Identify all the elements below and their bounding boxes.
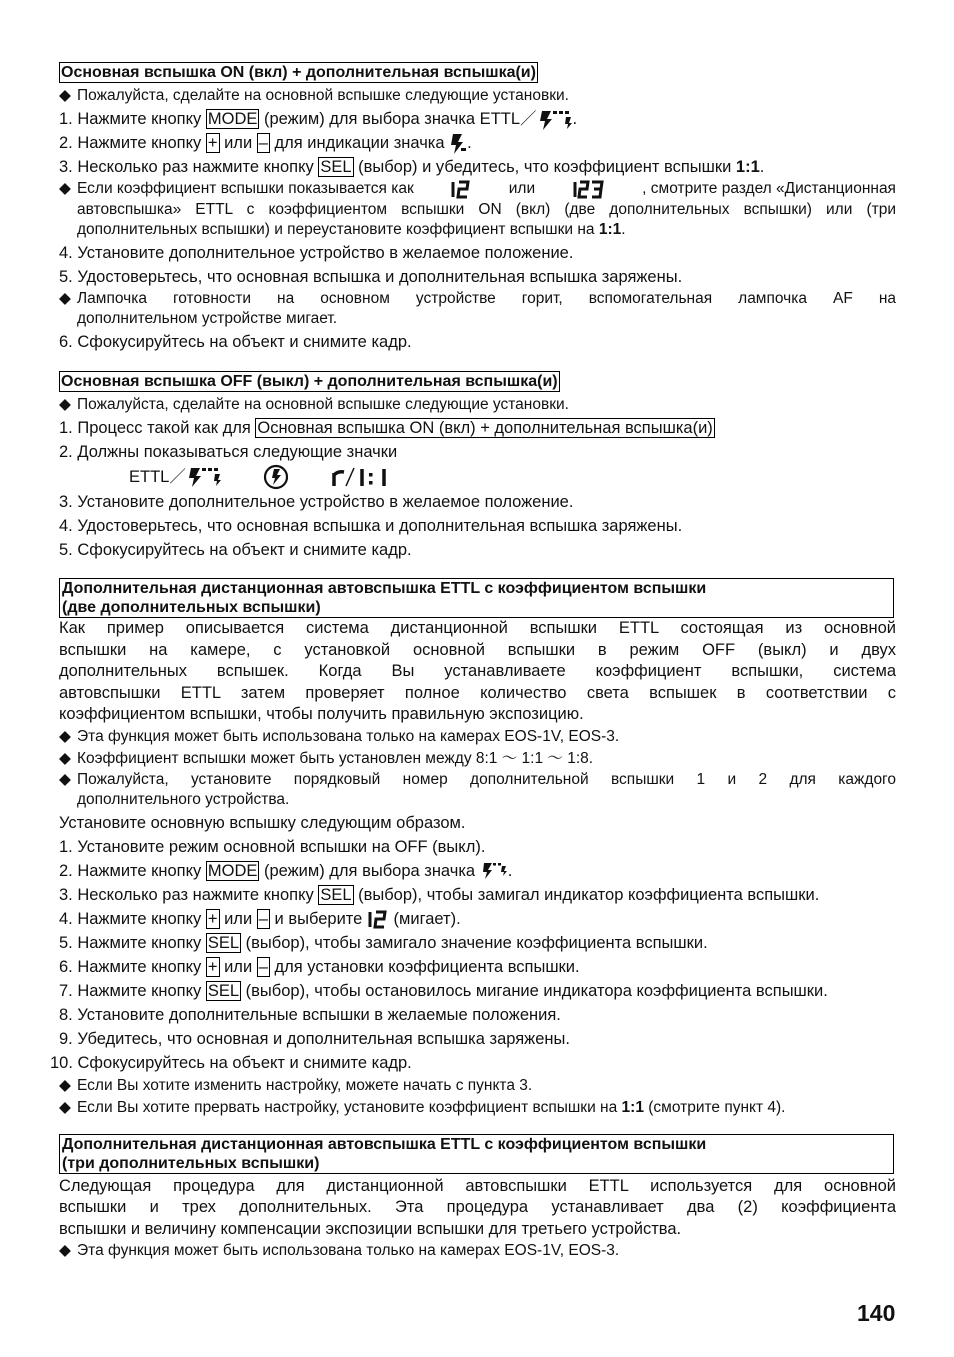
bullet-item: ◆ Пожалуйста, сделайте на основной вспышке следующие установки.: [59, 85, 896, 107]
bullet-item: ◆ Если коэффициент вспышки показывается как или , смотрите раздел «Дистанционная автовспышка» ETTL с коэффициентом вспышки ON (вкл) (две дополнительных вспышки) или (три дополнительных вспышки) и переустановите коэффициент вспышки на 1:1.: [59, 180, 896, 238]
step-item: 3. Установите дополнительное устройство в желаемое положение.: [59, 493, 574, 512]
diamond-bullet-icon: ◆: [59, 180, 71, 197]
flash-wireless-icon: [537, 109, 573, 131]
diamond-bullet-icon: ◆: [59, 727, 71, 745]
step-item: 1. Процесс такой как для Основная вспышка ON (вкл) + дополнительная вспышка(и): [59, 418, 713, 437]
step-item: 5. Удостоверьтесь, что основная вспышка и дополнительная вспышка заряжены.: [59, 267, 683, 286]
section-heading-master-off: Основная вспышка OFF (выкл) + дополнительная вспышка(и): [61, 372, 558, 390]
page-number: 140: [857, 1300, 896, 1326]
diamond-bullet-icon: ◆: [59, 749, 71, 767]
step-item: 5. Нажмите кнопку SEL (выбор), чтобы замигало значение коэффициента вспышки.: [59, 933, 708, 952]
step-item: 7. Нажмите кнопку SEL (выбор), чтобы остановилось мигание индикатора коэффициента вспышки.: [59, 981, 828, 1000]
step-item: 1. Нажмите кнопку MODE (режим) для выбора значка ETTL／ .: [59, 107, 896, 131]
bullet-item: ◆ Лампочка готовности на основном устройстве горит, вспомогательная лампочка AF на дополнительном устройстве мигает.: [59, 289, 896, 327]
section-reference-box: Основная вспышка ON (вкл) + дополнительная вспышка(и): [257, 418, 713, 437]
lcd-digits-icon: [367, 909, 389, 929]
flash-icon: [449, 133, 467, 155]
intro-paragraph: Как пример описывается система дистанционной вспышки ETTL состоящая из основной вспышки на камере, с установкой основной вспышки в режим OFF (выкл) и двух дополнительных вспышек. Когда Вы устанавливаете коэффициент вспышки, система автовспышки ETTL затем проверяет полное количество света вспышек в соответствии с коэффициентом вспышки, чтобы получить правильную экспозицию.: [59, 619, 896, 724]
step-item: 5. Сфокусируйтесь на объект и снимите кадр.: [59, 541, 412, 560]
step-item: 9. Убедитесь, что основная и дополнительная вспышка заряжены.: [59, 1029, 570, 1048]
bullet-item: ◆ Пожалуйста, сделайте на основной вспышке следующие установки.: [59, 394, 896, 416]
flash-wireless-icon: [480, 862, 508, 880]
plus-button-label: +: [207, 909, 218, 928]
step-item: 2. Нажмите кнопку + или – для индикации значка .: [59, 131, 896, 155]
plus-button-label: +: [207, 957, 218, 976]
bullet-item: ◆ Эта функция может быть использована только на камерах EOS-1V, EOS-3.: [59, 726, 896, 748]
step-item: 10. Сфокусируйтесь на объект и снимите кадр.: [50, 1053, 412, 1072]
plus-button-label: +: [207, 134, 218, 152]
minus-button-label: –: [258, 134, 268, 152]
diamond-bullet-icon: ◆: [59, 1242, 71, 1260]
diamond-bullet-icon: ◆: [59, 1098, 71, 1116]
step-item: 3. Несколько раз нажмите кнопку SEL (выбор), чтобы замигал индикатор коэффициента вспышки.: [59, 885, 820, 904]
flash-wireless-icon: [186, 466, 222, 488]
flash-off-icon: [263, 464, 289, 490]
diamond-bullet-icon: ◆: [59, 289, 71, 307]
page-content: [50, 62, 896, 1262]
bullet-item: ◆ Если Вы хотите прервать настройку, установите коэффициент вспышки на 1:1 (смотрите пункт 4).: [59, 1097, 896, 1119]
sel-button-label: SEL: [320, 885, 352, 904]
step-item: 1. Установите режим основной вспышки на OFF (выкл).: [59, 837, 486, 856]
diamond-bullet-icon: ◆: [59, 395, 71, 413]
sel-button-label: SEL: [320, 158, 352, 176]
sel-button-label: SEL: [207, 933, 240, 952]
step-item: 6. Нажмите кнопку + или – для установки коэффициента вспышки.: [59, 957, 580, 976]
icon-row: ETTL／: [59, 464, 896, 491]
step-item: 2. Нажмите кнопку MODE (режим) для выбора значка .: [59, 861, 513, 880]
minus-button-label: –: [258, 957, 268, 976]
step-item: 3. Несколько раз нажмите кнопку SEL (выбор) и убедитесь, что коэффициент вспышки 1:1.: [59, 158, 765, 176]
bullet-item: ◆ Если Вы хотите изменить настройку, можете начать с пункта 3.: [59, 1075, 896, 1097]
diamond-bullet-icon: ◆: [59, 87, 71, 104]
intro-line: Установите основную вспышку следующим образом.: [59, 813, 466, 832]
step-item: 4. Установите дополнительное устройство в желаемое положение.: [59, 243, 574, 262]
minus-button-label: –: [258, 909, 268, 928]
lcd-digits-icon: [572, 179, 606, 199]
step-item: 8. Установите дополнительные вспышки в желаемые положения.: [59, 1005, 561, 1024]
lcd-digits-icon: [450, 179, 472, 199]
diamond-bullet-icon: ◆: [59, 1076, 71, 1094]
section-heading-ratio-three: Дополнительная дистанционная автовспышка ETTL с коэффициентом вспышки (три дополнительных вспышки): [59, 1134, 894, 1174]
mode-button-label: MODE: [207, 861, 258, 880]
bullet-item: ◆ Коэффициент вспышки может быть установлен между 8:1 〜 1:1 〜 1:8.: [59, 748, 896, 770]
intro-paragraph: Следующая процедура для дистанционной автовспышки ETTL используется для основной вспышки и трех дополнительных. Эта процедура устанавливает два (2) коэффициента вспышки и величину компенсации экспозиции вспышки для третьего устройства.: [59, 1176, 896, 1238]
ratio-r-icon: [330, 465, 396, 489]
step-item: 6. Сфокусируйтесь на объект и снимите кадр.: [59, 332, 412, 351]
step-item: 4. Удостоверьтесь, что основная вспышка и дополнительная вспышка заряжены.: [59, 517, 683, 536]
section-heading-ratio-two: Дополнительная дистанционная автовспышка ETTL с коэффициентом вспышки (две дополнительных вспышки): [59, 578, 894, 618]
section-heading-master-on: Основная вспышка ON (вкл) + дополнительная вспышка(и): [61, 64, 536, 81]
step-item: 2. Должны показываться следующие значки: [59, 442, 398, 461]
bullet-item: ◆ Эта функция может быть использована только на камерах EOS-1V, EOS-3.: [59, 1240, 896, 1262]
bullet-item: ◆ Пожалуйста, установите порядковый номер дополнительной вспышки 1 и 2 для каждого дополнительного устройства.: [59, 770, 896, 809]
diamond-bullet-icon: ◆: [59, 770, 71, 788]
step-item: 4. Нажмите кнопку + или – и выберите (мигает).: [59, 909, 461, 928]
sel-button-label: SEL: [207, 981, 240, 1000]
mode-button-label: MODE: [207, 110, 258, 128]
